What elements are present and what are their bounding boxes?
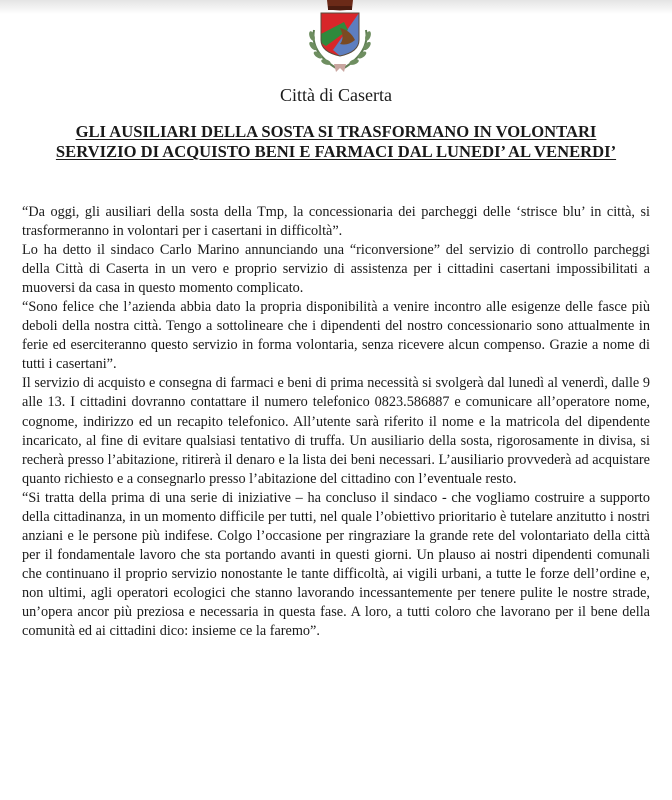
paragraph: Lo ha detto il sindaco Carlo Marino annunciando una “riconversione” del servizio di controllo parcheggi della Città di Caserta in un vero e proprio servizio di assistenza per i cittadini casertani impossibilitati a muoversi da casa in questo momento complicato.	[22, 242, 650, 297]
title-line-2: SERVIZIO DI ACQUISTO BENI E FARMACI DAL LUNEDI’ AL VENERDI’	[55, 142, 617, 161]
city-name: Città di Caserta	[280, 85, 392, 105]
title-line-1: GLI AUSILIARI DELLA SOSTA SI TRASFORMANO IN VOLONTARI	[75, 122, 597, 141]
document-body	[22, 203, 650, 641]
coat-of-arms-icon	[300, 0, 380, 80]
paragraph: Il servizio di acquisto e consegna di farmaci e beni di prima necessità si svolgerà dal lunedì al venerdì, dalle 9 alle 13. I cittadini dovranno contattare il numero telefonico 0823.586887 e comunicare all’operatore nome, cognome, indirizzo ed un recapito telefonico. All’utente sarà riferito il nome e la matricola del dipendente incaricato, al fine di evitare qualsiasi tentativo di truffa. Un ausiliario della sosta, rigorosamente in divisa, si recherà presso l’abitazione, ritirerà il denaro e la lista dei beni necessari. L’ausiliario provvederà ad acquistare quanto richiesto e a consegnarlo presso l’abitazione del cittadino con l’eventuale resto.	[22, 375, 650, 487]
paragraph: “Sono felice che l’azienda abbia dato la propria disponibilità a venire incontro alle esigenze delle fasce più deboli della nostra città. Tengo a sottolineare che i dipendenti del nostro concessionario sono attualmente in ferie ed eserciteranno questo servizio in forma volontaria, senza ricevere alcun compenso. Grazie a nome di tutti i casertani”.	[22, 299, 650, 373]
paragraph: “Si tratta della prima di una serie di iniziative – ha concluso il sindaco - che vogliamo costruire a supporto della cittadinanza, in un momento difficile per tutti, nel quale l’obiettivo prioritario è tutelare anzitutto i nostri anziani e le persone più indifese. Colgo l’occasione per ringraziare la grande rete del volontariato della città per il fondamentale lavoro che sta portando avanti in questi giorni. Un plauso ai nostri dipendenti comunali che continuano il proprio servizio nonostante le tante difficoltà, ai vigili urbani, a tutte le forze dell’ordine e, non ultimi, agli operatori ecologici che stanno lavorando incessantemente per tenere pulite le nostre strade, un’opera ancor più preziosa e necessaria in questa fase. A loro, a tutti coloro che lavorano per il bene della comunità ed ai cittadini dico: insieme ce la faremo”.	[22, 489, 650, 640]
document-title	[20, 122, 652, 162]
paragraph: “Da oggi, gli ausiliari della sosta della Tmp, la concessionaria dei parcheggi delle ‘strisce blu’ in città, si trasformeranno in volontari per i casertani in difficoltà”.	[22, 204, 650, 240]
